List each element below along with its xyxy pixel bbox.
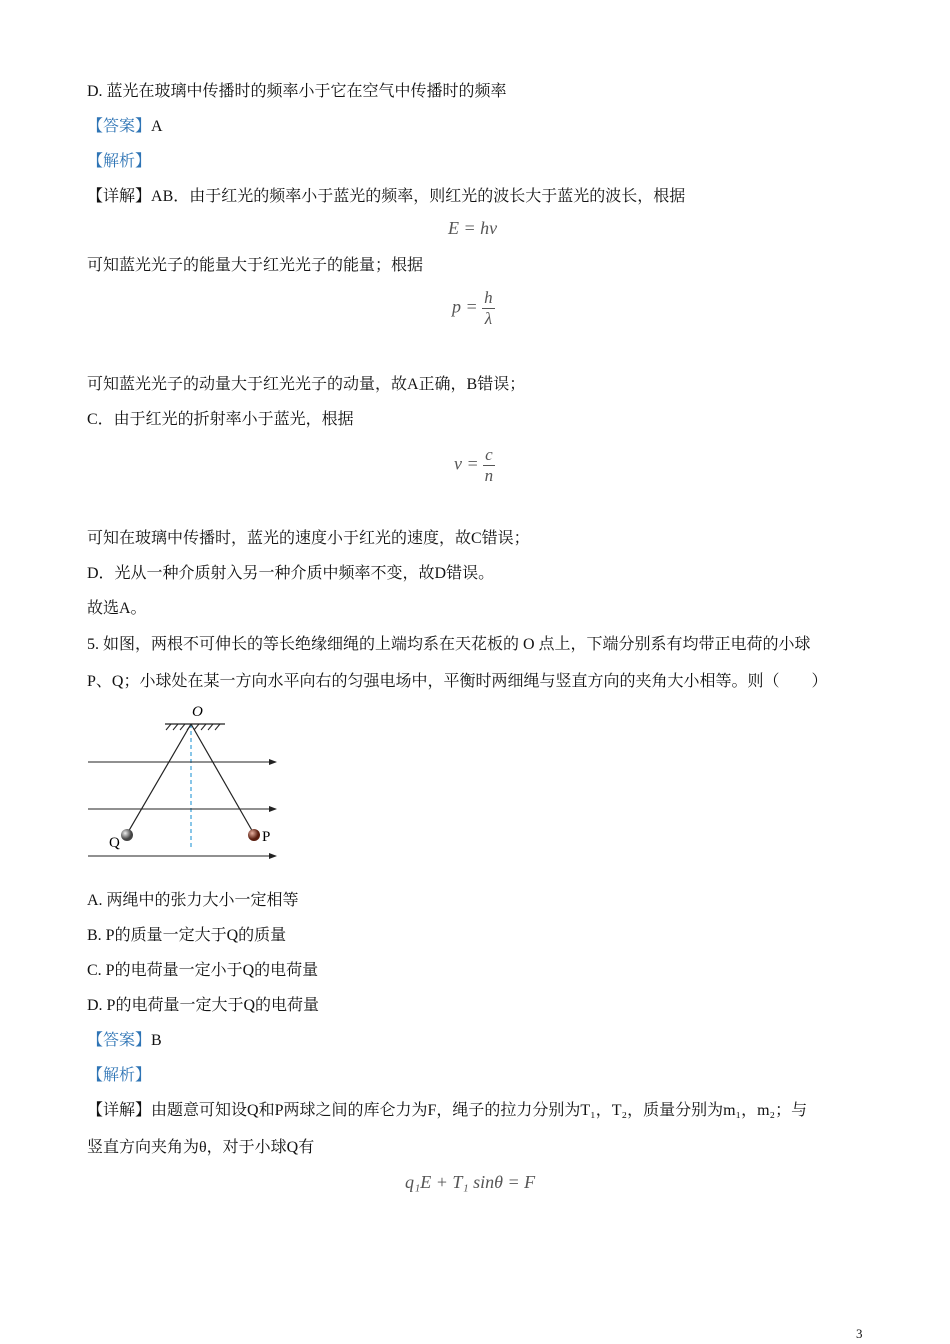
text-line: D．光从一种介质射入另一种介质中频率不变，故D错误。 bbox=[87, 565, 495, 582]
detail-text: AB．由于红光的频率小于蓝光的频率，则红光的波长大于蓝光的波长，根据 bbox=[151, 188, 686, 205]
answer-value: B bbox=[151, 1032, 162, 1049]
formula-left: v = bbox=[454, 453, 479, 474]
ball-p bbox=[248, 829, 260, 841]
formula-balance: q₁E + T₁ sinθ = F bbox=[405, 1172, 536, 1192]
detail-line bbox=[87, 187, 685, 207]
answer-line bbox=[87, 117, 163, 137]
denominator: λ bbox=[484, 309, 493, 328]
label-o: O bbox=[192, 704, 203, 720]
analysis-tag: 【解析】 bbox=[87, 153, 152, 170]
text-line: 故选A。 bbox=[87, 600, 147, 617]
page-number: 3 bbox=[856, 1326, 863, 1341]
formula-left: p = bbox=[452, 296, 478, 317]
numerator: h bbox=[484, 288, 493, 307]
formula-momentum bbox=[452, 288, 495, 329]
detail-tag: 【详解】 bbox=[87, 1102, 152, 1119]
detail-line bbox=[87, 1101, 807, 1121]
analysis-tag: 【解析】 bbox=[87, 1067, 152, 1084]
answer-line bbox=[87, 1031, 162, 1051]
detail-tag: 【详解】 bbox=[87, 188, 152, 205]
pendulum-diagram bbox=[80, 700, 300, 870]
detail-text: 由题意可知设Q和P两球之间的库仑力为F，绳子的拉力分别为T₁，T₂，质量分别为m₁，m₂；与 bbox=[151, 1102, 808, 1119]
denominator: n bbox=[484, 466, 494, 485]
option-a: A. 两绳中的张力大小一定相等 bbox=[87, 892, 299, 909]
question-5-line2: P、Q；小球处在某一方向水平向右的匀强电场中，平衡时两细绳与竖直方向的夹角大小相等。则（ ） bbox=[87, 673, 828, 690]
text-line: 可知在玻璃中传播时，蓝光的速度小于红光的速度，故C错误； bbox=[87, 530, 530, 547]
option-d: D. P的电荷量一定大于Q的电荷量 bbox=[87, 997, 320, 1014]
label-q: Q bbox=[109, 835, 120, 851]
label-p: P bbox=[262, 829, 271, 845]
option-b: B. P的质量一定大于Q的质量 bbox=[87, 927, 287, 944]
answer-tag: 【答案】 bbox=[87, 1032, 152, 1049]
formula-energy: E = hν bbox=[448, 218, 498, 238]
text-line: 可知蓝光光子的能量大于红光光子的能量；根据 bbox=[87, 257, 424, 274]
answer-value: A bbox=[151, 118, 163, 135]
text-line: 竖直方向夹角为θ，对于小球Q有 bbox=[87, 1139, 315, 1156]
answer-tag: 【答案】 bbox=[87, 118, 152, 135]
text-line: 可知蓝光光子的动量大于红光光子的动量，故A正确，B错误； bbox=[87, 376, 526, 393]
question-5-line1: 5. 如图，两根不可伸长的等长绝缘细绳的上端均系在天花板的 O 点上，下端分别系有均带正电荷的小球 bbox=[87, 636, 811, 653]
formula-velocity bbox=[454, 445, 495, 486]
option-c: C. P的电荷量一定小于Q的电荷量 bbox=[87, 962, 319, 979]
numerator: c bbox=[485, 445, 493, 464]
text-line: C．由于红光的折射率小于蓝光，根据 bbox=[87, 411, 354, 428]
option-d-text: D. 蓝光在玻璃中传播时的频率小于它在空气中传播时的频率 bbox=[87, 83, 507, 100]
ball-q bbox=[121, 829, 133, 841]
